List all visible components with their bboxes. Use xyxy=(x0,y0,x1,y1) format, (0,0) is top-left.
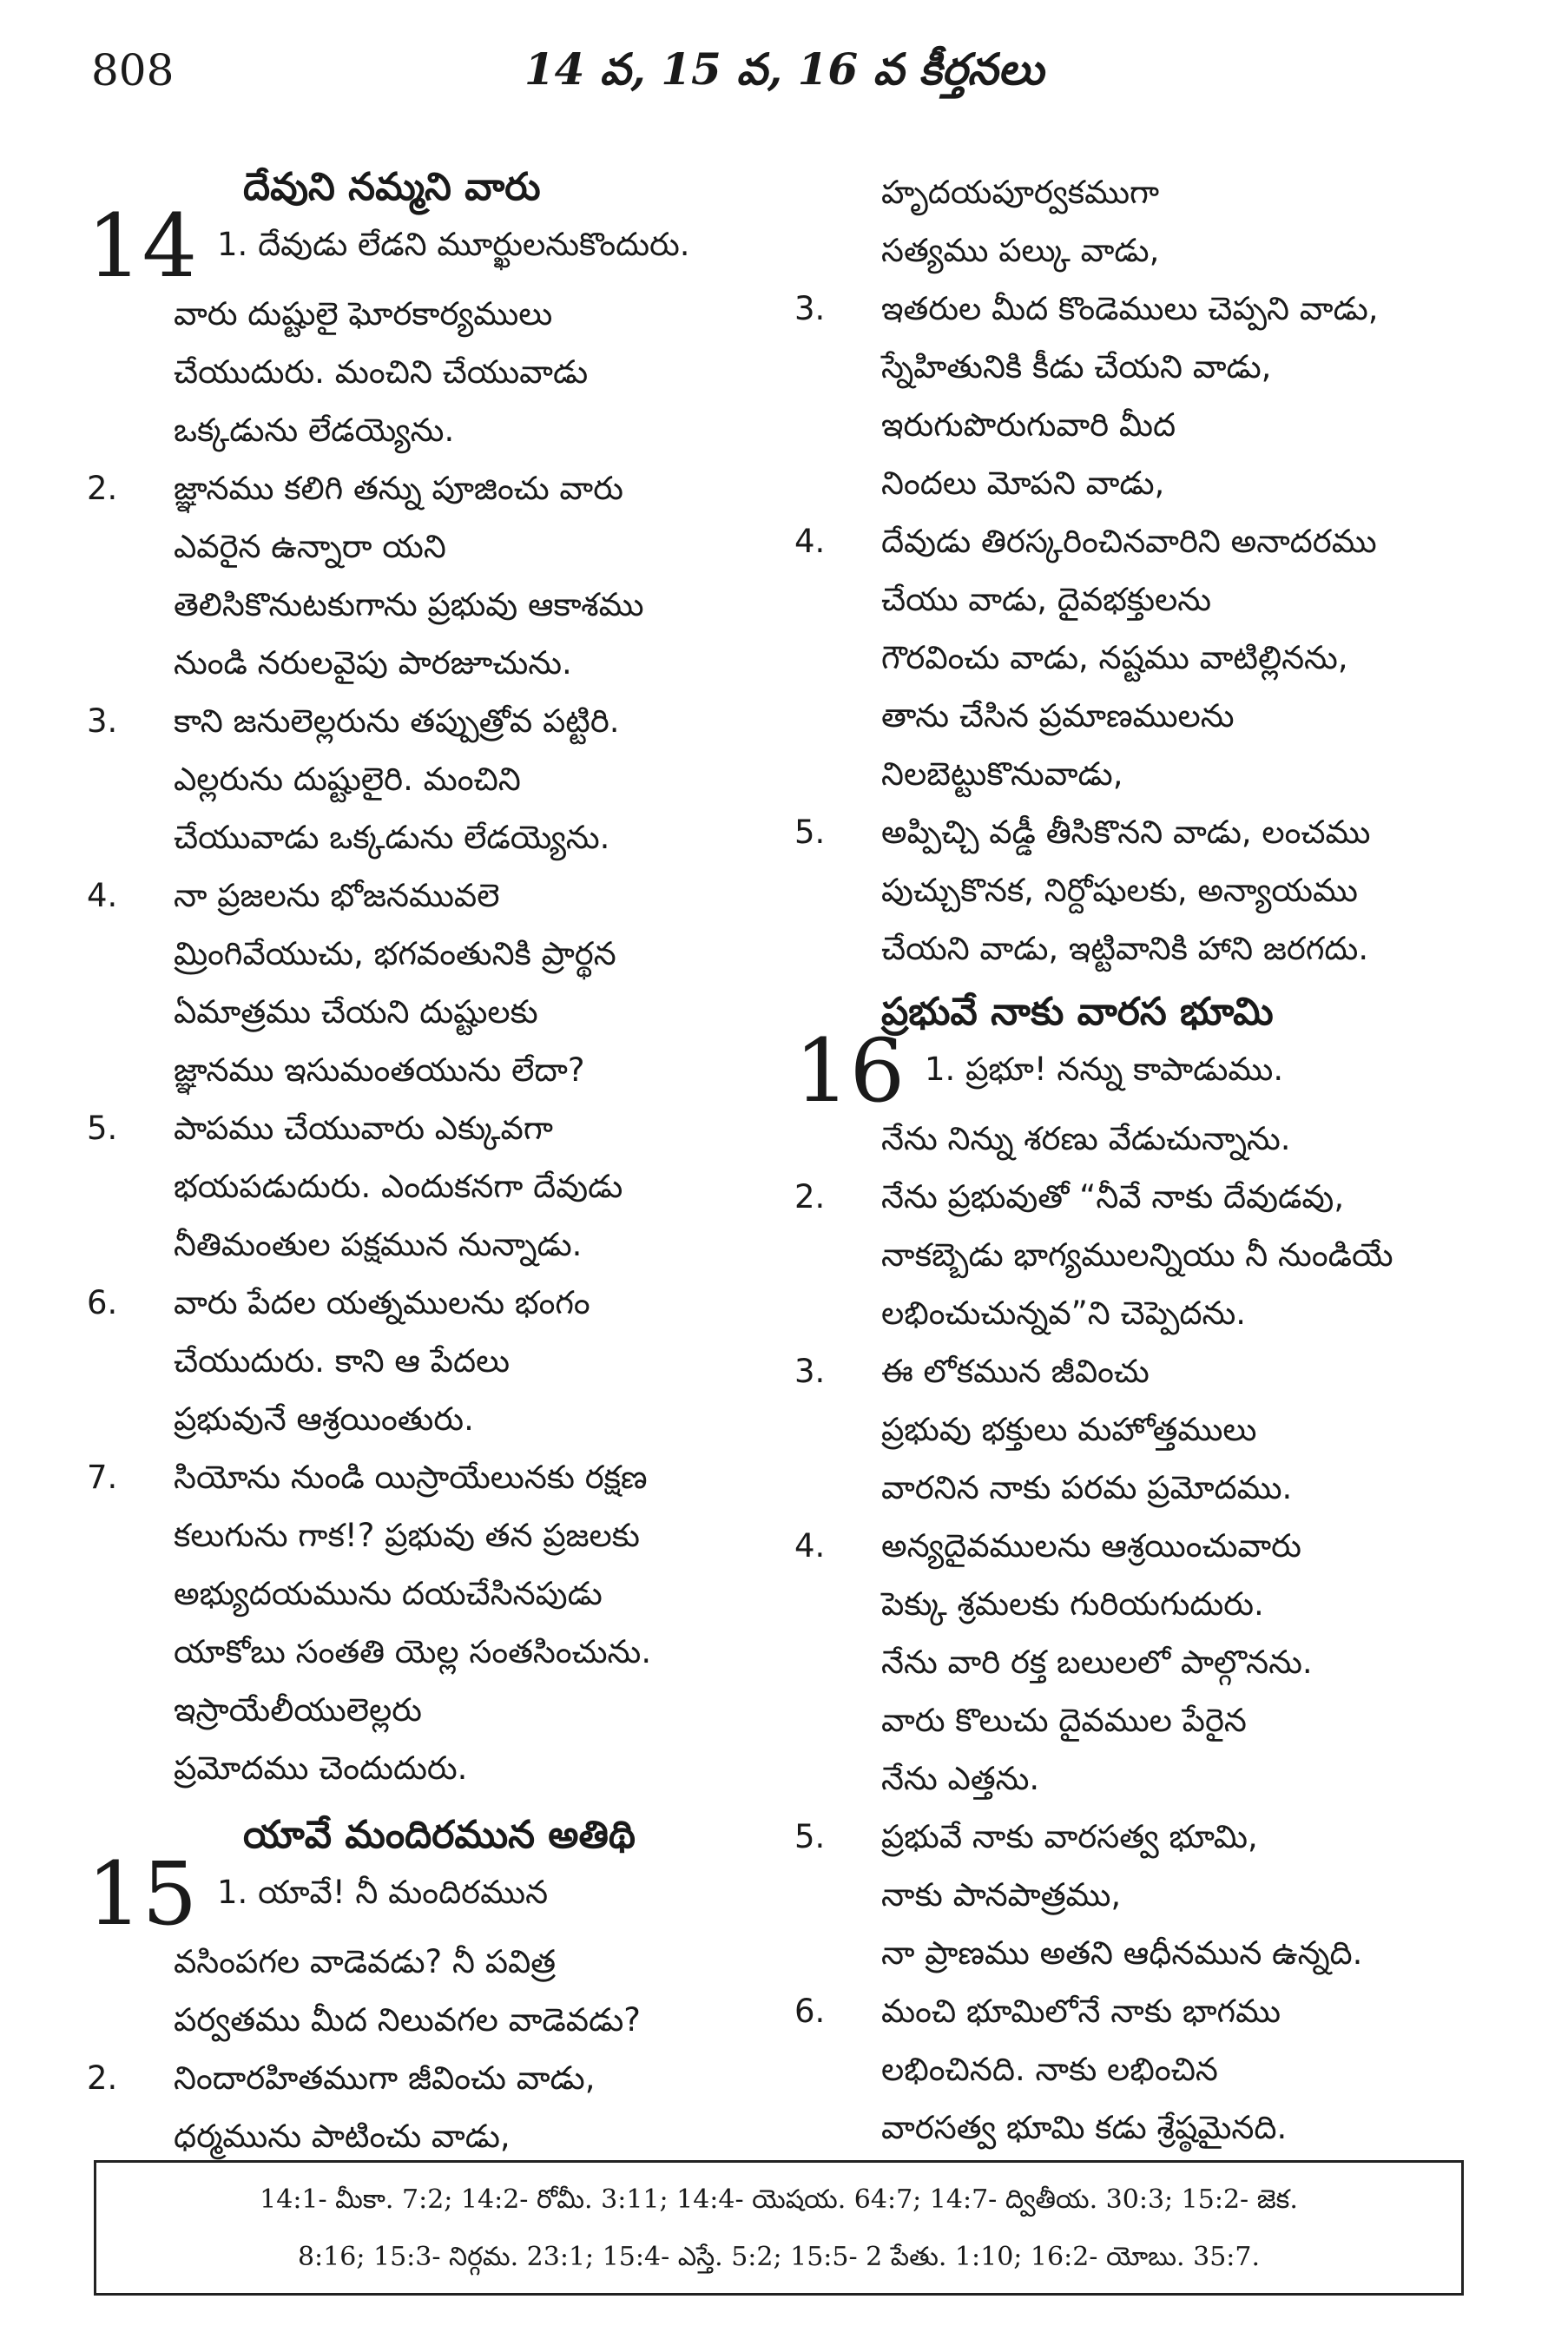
psalm-15-verse-1-rest xyxy=(87,1933,781,2049)
psalm-16-number: 16 xyxy=(794,1020,906,1122)
verse-line: స్నేహితునికి కీడు చేయని వాడు, xyxy=(881,348,1272,385)
verse-line: చేయుదురు. కాని ఆ పేదలు xyxy=(174,1342,511,1380)
psalm-15-start xyxy=(87,1843,781,1945)
verse-line: భయపడుదురు. ఎందుకనగా దేవుడు xyxy=(174,1168,623,1205)
verse-line: నా ప్రాణము అతని ఆధీనమున ఉన్నది. xyxy=(881,1934,1363,1972)
verse-line: సత్యము పల్కు వాడు, xyxy=(881,232,1160,269)
verse-line: ఎవరైన ఉన్నారా యని xyxy=(174,528,446,565)
verse-line: నీతిమంతుల పక్షమున నున్నాడు. xyxy=(174,1226,583,1263)
verse-line: నా ప్రజలను భోజనమువలె xyxy=(174,877,500,914)
verse-number: 2. xyxy=(87,2059,118,2097)
psalm-14-verse-3 xyxy=(87,692,781,866)
psalm-16-verse-4 xyxy=(794,1517,1489,1808)
verse-line: నిందారహితముగా జీవించు వాడు, xyxy=(174,2059,596,2097)
psalm-14-verse-5 xyxy=(87,1099,781,1274)
psalm-14-verse-4 xyxy=(87,866,781,1099)
psalm-14-number: 14 xyxy=(87,195,198,297)
psalm-15-verse-1-first-line: 1. యావే! నీ మందిరమున xyxy=(217,1874,549,1911)
verse-line: జ్ఞానము కలిగి తన్ను పూజించు వారు xyxy=(174,470,623,507)
verse-line: ఒక్కడును లేడయ్యెను. xyxy=(174,412,455,449)
verse-line: గౌరవించు వాడు, నష్టము వాటిల్లినను, xyxy=(881,639,1348,676)
verse-line: కాని జనులెల్లరును తప్పుత్రోవ పట్టిరి. xyxy=(174,702,620,740)
verse-line: నుండి నరులవైపు పారజూచును. xyxy=(174,644,572,682)
psalm-16-start xyxy=(794,1020,1489,1122)
psalm-14-verse-1-rest xyxy=(87,285,781,459)
verse-line: నేను ప్రభువుతో “నీవే నాకు దేవుడవు, xyxy=(881,1178,1345,1216)
verse-line: వారసత్వ భూమి కడు శ్రేష్ఠమైనది. xyxy=(881,2109,1288,2146)
verse-number: 2. xyxy=(87,470,118,507)
psalm-15-verse-5 xyxy=(794,803,1489,978)
verse-line: యాకోబు సంతతి యెల్ల సంతసించును. xyxy=(174,1633,652,1670)
psalm-16-verse-5 xyxy=(794,1808,1489,1982)
verse-line: వసింపగల వాడెవడు? నీ పవిత్ర xyxy=(174,1943,557,1980)
verse-line: ఇస్రాయేలీయులెల్లరు xyxy=(174,1691,422,1729)
verse-line: అభ్యుదయమును దయచేసినపుడు xyxy=(174,1575,603,1612)
verse-line: వారనిన నాకు పరమ ప్రమోదము. xyxy=(881,1469,1293,1506)
verse-line: లభించినది. నాకు లభించిన xyxy=(881,2051,1218,2088)
verse-line: నేను ఎత్తను. xyxy=(881,1760,1040,1797)
verse-line: ప్రభువే నాకు వారసత్వ భూమి, xyxy=(881,1818,1258,1855)
psalm-14-verse-2 xyxy=(87,459,781,692)
verse-number: 6. xyxy=(87,1284,118,1321)
psalm-14-verse-7 xyxy=(87,1448,781,1797)
verse-line: వారు పేదల యత్నములను భంగం xyxy=(174,1284,590,1321)
verse-line: తెలిసికొనుటకుగాను ప్రభువు ఆకాశము xyxy=(174,586,644,623)
psalm-14-verse-1-first-line: 1. దేవుడు లేడని మూర్ఖులనుకొందురు. xyxy=(217,226,690,263)
verse-line: వారు కొలుచు దైవముల పేరైన xyxy=(881,1702,1247,1739)
running-title: 14 వ, 15 వ, 16 వ కీర్తనలు xyxy=(524,43,1044,95)
verse-number: 2. xyxy=(794,1178,826,1216)
psalm-16-verse-3 xyxy=(794,1342,1489,1517)
verse-number: 5. xyxy=(794,814,826,851)
verse-line: ఇరుగుపొరుగువారి మీద xyxy=(881,406,1176,444)
verse-line: చేయువాడు ఒక్కడును లేడయ్యెను. xyxy=(174,819,610,856)
verse-number: 3. xyxy=(794,290,826,327)
verse-number: 4. xyxy=(794,523,826,560)
verse-line: ప్రమోదము చెందుదురు. xyxy=(174,1749,468,1787)
verse-line: నేను వారి రక్త బలులలో పాల్గొనను. xyxy=(881,1644,1313,1681)
verse-line: ఏమాత్రము చేయని దుష్టులకు xyxy=(174,993,538,1031)
psalm-15-verse-3 xyxy=(794,280,1489,512)
verse-line: లభించుచున్నవ”ని చెప్పెదను. xyxy=(881,1295,1247,1332)
verse-number: 7. xyxy=(87,1459,118,1496)
verse-line: అన్యదైవములను ఆశ్రయించువారు xyxy=(881,1527,1301,1565)
verse-line: ఇతరుల మీద కొండెములు చెప్పని వాడు, xyxy=(881,290,1379,327)
verse-number: 5. xyxy=(87,1110,118,1147)
verse-line: మ్రింగివేయుచు, భగవంతునికి ప్రార్థన xyxy=(174,935,616,972)
verse-line: చేయు వాడు, దైవభక్తులను xyxy=(881,581,1212,618)
verse-number: 4. xyxy=(87,877,118,914)
verse-number: 3. xyxy=(87,702,118,740)
left-column xyxy=(87,156,781,2165)
verse-line: ప్రభువు భక్తులు మహోత్తములు xyxy=(881,1411,1257,1448)
psalm-16-heading: ప్రభువే నాకు వారస భూమి xyxy=(881,990,1274,1034)
psalm-14-start xyxy=(87,195,781,297)
verse-line: సియోను నుండి యిస్రాయేలునకు రక్షణ xyxy=(174,1459,648,1496)
page-number: 808 xyxy=(91,45,175,96)
verse-line: నిందలు మోపని వాడు, xyxy=(881,464,1165,502)
verse-line: పుచ్చుకొనక, నిర్దోషులకు, అన్యాయము xyxy=(881,872,1358,909)
verse-line: ప్రభువునే ఆశ్రయింతురు. xyxy=(174,1400,474,1438)
cross-reference-line: 14:1- మీకా. 7:2; 14:2- రోమీ. 3:11; 14:4- యెషయ. 64:7; 14:7- ద్వితీయ. 30:3; 15:2- జెక. xyxy=(260,2184,1298,2215)
verse-line: నేను నిన్ను శరణు వేడుచున్నాను. xyxy=(881,1120,1291,1157)
psalm-15-verse-2-continued xyxy=(794,163,1489,280)
psalm-16-verse-6 xyxy=(794,1982,1489,2157)
psalm-15-verse-4 xyxy=(794,512,1489,803)
verse-number: 4. xyxy=(794,1527,826,1565)
verse-line: పెక్కు శ్రమలకు గురియగుదురు. xyxy=(881,1585,1264,1623)
psalm-15-heading: యావే మందిరమున అతిథి xyxy=(243,1813,636,1857)
verse-number: 6. xyxy=(794,1993,826,2030)
verse-line: వారు దుష్టులై ఘోరకార్యములు xyxy=(174,295,553,333)
verse-line: తాను చేసిన ప్రమాణములను xyxy=(881,697,1235,735)
verse-line: అప్పిచ్చి వడ్డీ తీసికొనని వాడు, లంచము xyxy=(881,814,1371,851)
verse-line: జ్ఞానము ఇసుమంతయును లేదా? xyxy=(174,1051,585,1089)
verse-line: చేయుదురు. మంచిని చేయువాడు xyxy=(174,353,589,391)
page-header xyxy=(0,36,1568,115)
verse-line: నిలబెట్టుకొనువాడు, xyxy=(881,755,1123,793)
verse-line: పాపము చేయువారు ఎక్కువగా xyxy=(174,1110,553,1147)
verse-line: హృదయపూర్వకముగా xyxy=(881,174,1160,211)
verse-line: నాకు పానపాత్రము, xyxy=(881,1876,1122,1914)
verse-line: చేయని వాడు, ఇట్టివానికి హాని జరగదు. xyxy=(881,930,1369,967)
verse-line: దేవుడు తిరస్కరించినవారిని అనాదరము xyxy=(881,523,1377,560)
verse-number: 5. xyxy=(794,1818,826,1855)
cross-references-box xyxy=(94,2160,1464,2296)
verse-line: ధర్మమును పాటించు వాడు, xyxy=(174,2118,511,2155)
verse-line: నాకబ్బెడు భాగ్యములన్నియు నీ నుండియే xyxy=(881,1236,1393,1274)
verse-line: మంచి భూమిలోనే నాకు భాగము xyxy=(881,1993,1281,2030)
cross-reference-line: 8:16; 15:3- నిర్గమ. 23:1; 15:4- ఎస్తే. 5:2; 15:5- 2 పేతు. 1:10; 16:2- యోబు. 35:7. xyxy=(297,2242,1261,2272)
psalm-16-verse-1-first-line: 1. ప్రభూ! నన్ను కాపాడుము. xyxy=(925,1051,1284,1088)
psalm-14-verse-6 xyxy=(87,1274,781,1448)
verse-line: పర్వతము మీద నిలువగల వాడెవడు? xyxy=(174,2001,641,2039)
verse-line: కలుగును గాక!? ప్రభువు తన ప్రజలకు xyxy=(174,1517,640,1554)
psalm-14-heading: దేవుని నమ్మని వారు xyxy=(243,165,541,209)
right-column xyxy=(794,163,1489,2157)
verse-number: 3. xyxy=(794,1353,826,1390)
verse-line: ఎల్లరును దుష్టులైరి. మంచిని xyxy=(174,761,521,798)
verse-line: ఈ లోకమున జీవించు xyxy=(881,1353,1150,1390)
psalm-15-verse-2 xyxy=(87,2049,781,2165)
psalm-15-number: 15 xyxy=(87,1843,198,1945)
psalm-16-verse-2 xyxy=(794,1168,1489,1342)
